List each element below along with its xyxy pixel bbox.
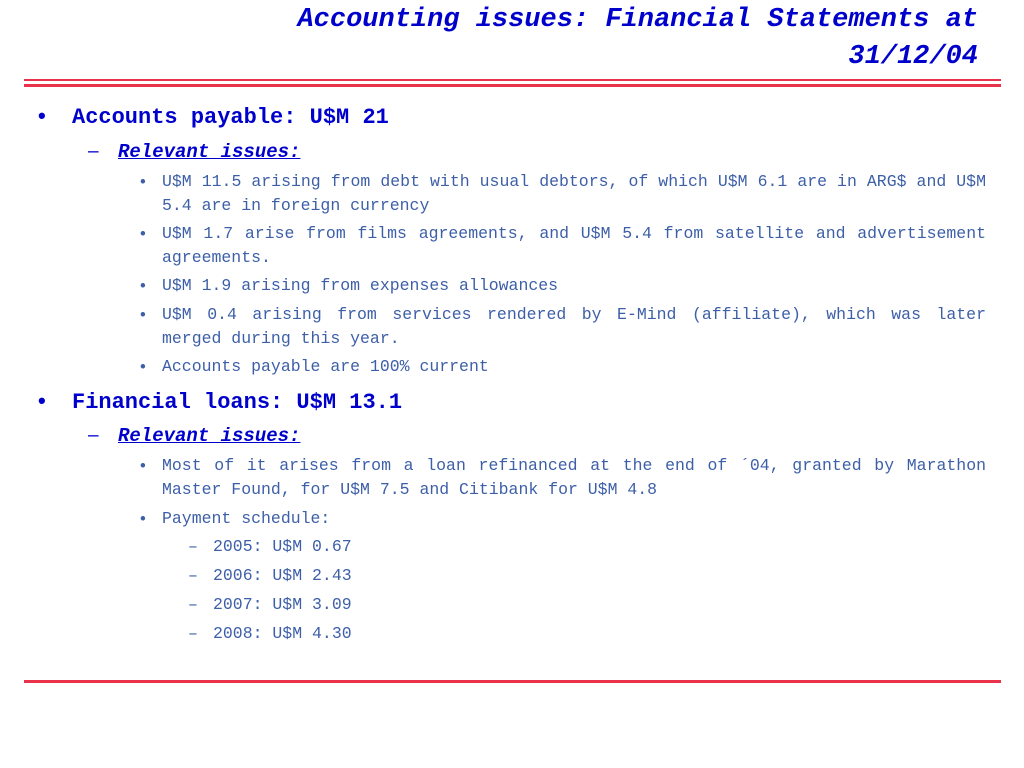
slide-title: Accounting issues: Financial Statements at 31/12/04 [297,5,978,72]
dash-icon: – [188,595,198,614]
section-heading: • Financial loans: U$M 13.1 [38,388,403,415]
bullet-icon: • [140,277,146,295]
dash-icon: – [188,624,198,643]
schedule-item: – 2007: U$M 3.09 [188,593,352,617]
title-divider-top [24,79,1001,81]
bullet-icon: • [140,225,146,243]
list-item: • Most of it arises from a loan refinanced at the end of ´04, granted by Marathon Master Found, for U$M 7.5 and Citibank for U$M 4.8 [140,456,986,499]
schedule-item: – 2008: U$M 4.30 [188,622,352,646]
footer-divider [24,680,1001,683]
dash-icon: – [188,566,198,585]
bullet-icon: • [140,173,146,191]
section-subheading: – Relevant issues: [88,425,301,447]
list-item: • U$M 11.5 arising from debt with usual debtors, of which U$M 6.1 are in ARG$ and U$M 5.4 are in foreign currency [140,172,986,215]
section-heading: • Accounts payable: U$M 21 [38,103,389,130]
dash-icon: – [88,425,99,446]
bullet-icon: • [140,358,146,376]
list-item: • U$M 1.7 arise from films agreements, and U$M 5.4 from satellite and advertisement agreements. [140,224,986,267]
bullet-icon: • [140,510,146,528]
dash-icon: – [188,537,198,556]
bullet-icon: • [38,388,46,413]
list-item: • U$M 1.9 arising from expenses allowances [140,274,986,298]
bullet-icon: • [38,103,46,128]
bullet-icon: • [140,457,146,475]
bullet-icon: • [140,306,146,324]
title-divider-bottom [24,84,1001,87]
dash-icon: – [88,141,99,162]
list-item: • Payment schedule: [140,507,986,531]
section-subheading: – Relevant issues: [88,141,301,163]
list-item: • U$M 0.4 arising from services rendered by E-Mind (affiliate), which was later merged during this year. [140,305,986,348]
list-item: • Accounts payable are 100% current [140,355,986,379]
schedule-item: – 2006: U$M 2.43 [188,564,352,588]
schedule-item: – 2005: U$M 0.67 [188,535,352,559]
